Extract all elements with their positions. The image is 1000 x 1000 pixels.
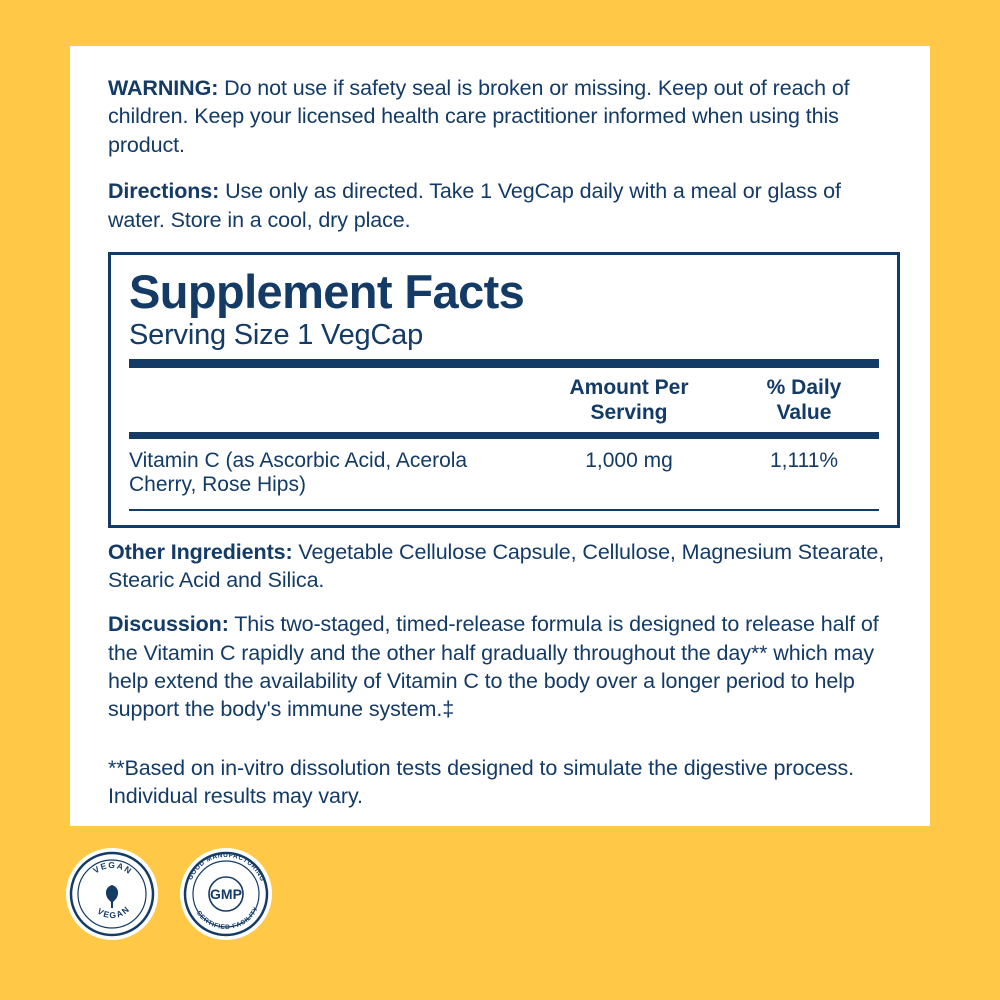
nutrient-amount: 1,000 mg (585, 448, 673, 472)
nutrient-name: Vitamin C (as Ascorbic Acid, Acerola Cherry, Rose Hips) (129, 448, 468, 496)
svg-text:GOOD MANUFACTURING: GOOD MANUFACTURING (186, 851, 266, 883)
supplement-facts-header-row (129, 368, 879, 432)
column-header-amount-line1: Amount Per (569, 376, 689, 400)
nutrient-daily-value: 1,111% (769, 448, 839, 472)
vegan-seal-icon (66, 848, 158, 940)
gmp-seal (180, 848, 272, 940)
column-header-amount (529, 376, 729, 426)
divider-under-row (129, 509, 879, 511)
divider-under-header (129, 432, 879, 439)
discussion-label: Discussion: (108, 612, 229, 637)
svg-text:GMP: GMP (210, 886, 242, 902)
other-ingredients-text: Vegetable Cellulose Capsule, Cellulose, Magnesium Stearate, Stearic Acid and Silica. (108, 539, 885, 592)
svg-text:CERTIFIED FACILITY: CERTIFIED FACILITY (194, 905, 261, 932)
footnote-paragraph: **Based on in-vitro dissolution tests designed to simulate the digestive process. Individual results may vary. (108, 755, 855, 809)
divider-thick-top (129, 359, 879, 368)
column-header-dv-line2: Value (776, 400, 832, 424)
column-header-amount-line2: Serving (590, 400, 668, 424)
directions-label: Directions: (108, 179, 220, 204)
warning-label: WARNING: (108, 76, 219, 100)
supplement-label-panel (70, 46, 930, 826)
column-header-dv-line1: % Daily (766, 376, 842, 400)
svg-text:VEGAN: VEGAN (91, 859, 135, 877)
table-row (129, 439, 879, 509)
directions-text: Use only as directed. Take 1 VegCap daily with a meal or glass of water. Store in a cool, dry place. (108, 179, 841, 232)
gmp-seal-icon (180, 848, 272, 940)
vegan-seal (66, 848, 158, 940)
directions-paragraph (108, 177, 900, 234)
discussion-text: This two-staged, timed-release formula is designed to release half of the Vitamin C rapidly and the other half gradually throughout the day** which may help extend the availability of Vitamin C to the body over a longer period to help support the body's immune system.‡ (108, 612, 879, 722)
other-ingredients-label: Other Ingredients: (108, 539, 293, 564)
discussion-paragraph (108, 610, 900, 724)
supplement-facts-box (108, 252, 900, 528)
supplement-facts-title: Supplement Facts (129, 264, 525, 318)
svg-text:VEGAN: VEGAN (95, 903, 132, 921)
warning-text: Do not use if safety seal is broken or missing. Keep out of reach of children. Keep your licensed health care practitioner informed when using this product. (108, 76, 850, 157)
warning-paragraph (108, 74, 900, 159)
other-ingredients-paragraph (108, 538, 900, 595)
certification-seals (66, 848, 272, 940)
column-header-daily-value (729, 376, 879, 426)
serving-size: Serving Size 1 VegCap (129, 319, 424, 352)
